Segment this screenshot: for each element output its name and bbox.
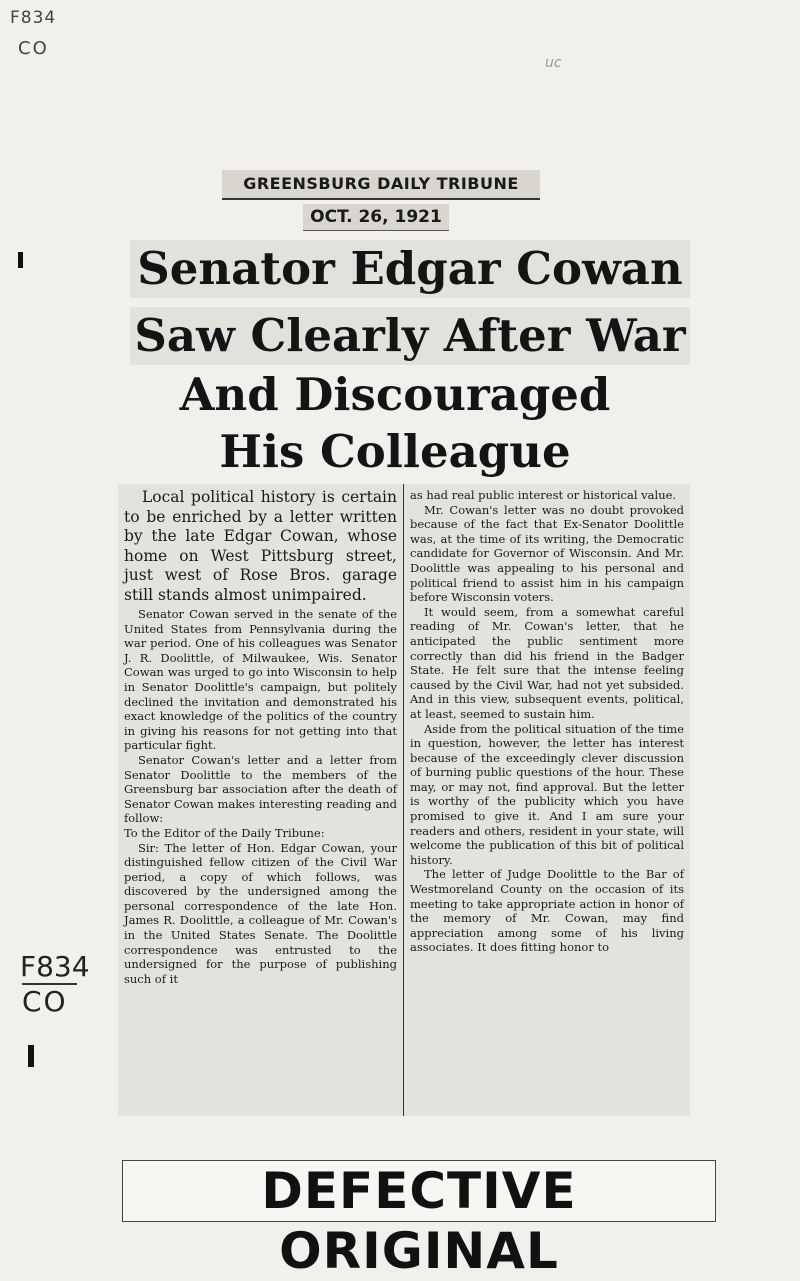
handwritten-catalog-suffix-top: CO: [18, 38, 49, 59]
article-paragraph: Senator Cowan served in the senate of the United States from Pennsylvania during the war period. One of his colleagues was Senator J. R. Doolittle, of Milwaukee, Wis. Senator Cowan was urged to go into Wisconsin to help in Senator Doolittle's campaign, but politely declined the invitation and demonstrated his exact knowledge of the politics of the country in giving his reasons for not getting into that particular fight.: [124, 607, 397, 753]
ink-speck: [28, 1045, 34, 1067]
article-paragraph: Senator Cowan's letter and a letter from Senator Doolittle to the members of the Greensburg bar association after the death of Senator Cowan makes interesting reading and follow:: [124, 752, 397, 826]
article-paragraph: Sir: The letter of Hon. Edgar Cowan, your distinguished fellow citizen of the Civil War period, a copy of which follows, was discovered by the undersigned among the personal correspondence of the late Hon. James R. Doolittle, a colleague of Mr. Cowan's in the United States Senate. The Doolittle correspondence was entrusted to the undersigned for the purpose of publishing such of it: [124, 840, 397, 986]
article-column-left: [118, 484, 404, 1116]
article-paragraph: Aside from the political situation of the time in question, however, the letter has interest because of the exceedingly clever discussion of burning public questions of the hour. These may, or may not, find approval. But the letter is worthy of the publicity which you have promised to give it. And I am sure your readers and others, resident in your state, will welcome the publication of this bit of political history.: [410, 721, 684, 867]
article-body: [118, 484, 690, 1116]
headline-line-4: His Colleague: [219, 425, 571, 478]
defective-original-stamp: DEFECTIVE ORIGINAL: [122, 1160, 716, 1222]
letter-salutation-heading: To the Editor of the Daily Tribune:: [124, 825, 325, 840]
handwritten-catalog-suffix-margin: CO: [22, 985, 68, 1018]
headline-line-3: And Discouraged: [179, 368, 611, 421]
article-column-right: [404, 484, 690, 1116]
article-lead-paragraph: Local political history is certain to be enriched by a letter written by the late Edgar Cowan, whose home on West Pittsburg street, just west of Rose Bros. garage still stands almost unimpaired.: [124, 488, 397, 604]
article-paragraph: It would seem, from a somewhat careful reading of Mr. Cowan's letter, that he anticipated the public sentiment more correctly than did his friend in the Badger State. He felt sure that the intense feeling caused by the Civil War, had not yet subsided. And in this view, subsequent events, political, at least, seemed to sustain him.: [410, 604, 684, 721]
article-paragraph: The letter of Judge Doolittle to the Bar of Westmoreland County on the occasion of its meeting to take appropriate action in honor of the memory of Mr. Cowan, may find appreciation among some of his living associates. It does fitting honor to: [410, 867, 684, 955]
headline-line-1: Senator Edgar Cowan: [130, 240, 690, 298]
article-paragraph: Mr. Cowan's letter was no doubt provoked because of the fact that Ex-Senator Doolittle was, at the time of its writing, the Democratic candidate for Governor of Wisconsin. And Mr. Doolittle was appealing to his personal and political friend to assist him in his campaign before Wisconsin voters.: [410, 502, 684, 605]
pencil-note: uc: [545, 55, 562, 71]
article-paragraph: as had real public interest or historical value.: [410, 488, 677, 502]
handwritten-catalog-number-top: F834: [10, 8, 57, 28]
handwritten-catalog-number-margin: F834: [20, 950, 90, 983]
headline-line-2: Saw Clearly After War: [130, 307, 690, 365]
ink-speck: [18, 252, 23, 268]
newspaper-masthead: GREENSBURG DAILY TRIBUNE: [222, 170, 540, 200]
publication-date: OCT. 26, 1921: [303, 204, 449, 231]
